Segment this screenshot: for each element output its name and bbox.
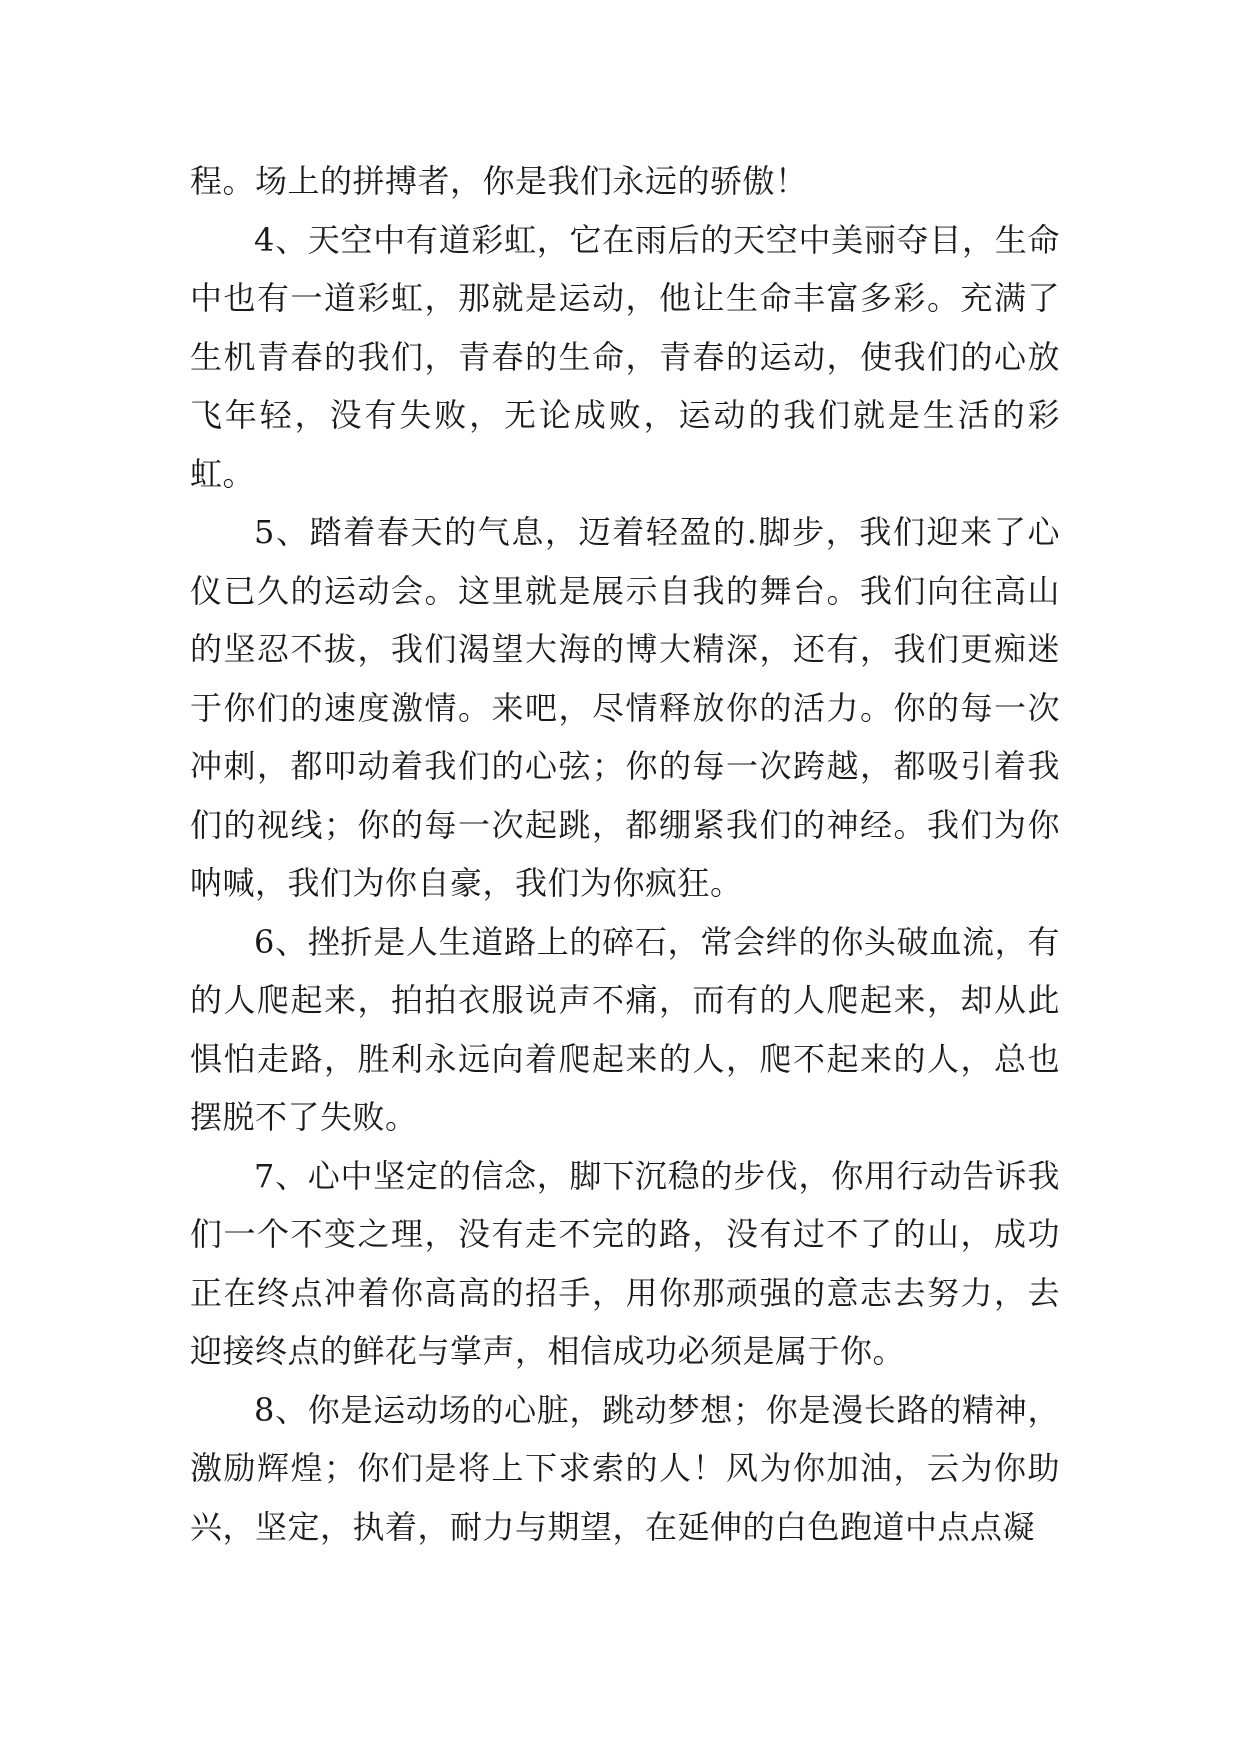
- paragraph-6: 6、挫折是人生道路上的碎石，常会绊的你头破血流，有的人爬起来，拍拍衣服说声不痛，而有的人爬起来，却从此惧怕走路，胜利永远向着爬起来的人，爬不起来的人，总也摆脱不了失败。: [190, 922, 1060, 1136]
- paragraph-7: 7、心中坚定的信念，脚下沉稳的步伐，你用行动告诉我们一个不变之理，没有走不完的路，没有过不了的山，成功正在终点冲着你高高的招手，用你那顽强的意志去努力，去迎接终点的鲜花与掌声，相信成功必须是属于你。: [190, 1156, 1060, 1370]
- paragraph-8: 8、你是运动场的心脏，跳动梦想；你是漫长路的精神，激励辉煌；你们是将上下求索的人！风为你加油，云为你助兴，坚定，执着，耐力与期望，在延伸的白色跑道中点点凝: [190, 1390, 1060, 1546]
- paragraph-continuation: 程。场上的拼搏者，你是我们永远的骄傲！: [190, 162, 808, 200]
- body-text: [190, 152, 1060, 1556]
- paragraph-4: 4、天空中有道彩虹，它在雨后的天空中美丽夺目，生命中也有一道彩虹，那就是运动，他让生命丰富多彩。充满了生机青春的我们，青春的生命，青春的运动，使我们的心放飞年轻，没有失败，无论成败，运动的我们就是生活的彩虹。: [190, 220, 1060, 493]
- paragraph-5: 5、踏着春天的气息，迈着轻盈的.脚步，我们迎来了心仪已久的运动会。这里就是展示自我的舞台。我们向往高山的坚忍不拔，我们渴望大海的博大精深，还有，我们更痴迷于你们的速度激情。来吧，尽情释放你的活力。你的每一次冲刺，都叩动着我们的心弦；你的每一次跨越，都吸引着我们的视线；你的每一次起跳，都绷紧我们的神经。我们为你呐喊，我们为你自豪，我们为你疯狂。: [190, 513, 1060, 902]
